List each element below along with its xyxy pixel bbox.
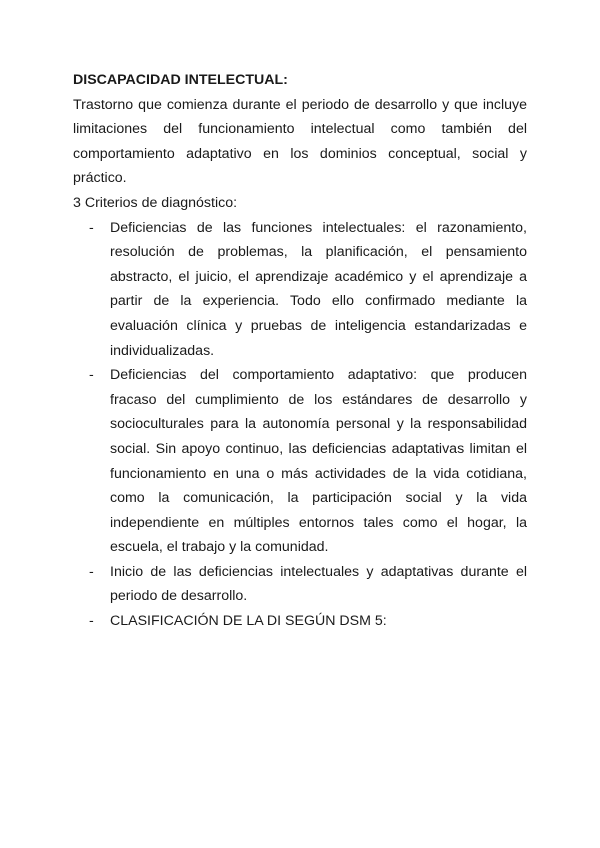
bullet-dash: - <box>89 613 94 630</box>
criteria-item-text: Deficiencias del comportamiento adaptativo: que producen fracaso del cumplimiento de los estándares de desarrollo y socioculturales para la autonomía personal y la responsabilidad social. Sin apoyo continuo, las deficiencias adaptativas limitan el funcionamiento en una o más actividades de la vida cotidiana, como la comunicación, la participación social y la vida independiente en múltiples entornos tales como el hogar, la escuela, el trabajo y la comunidad. <box>110 367 527 556</box>
criteria-item-text: Deficiencias de las funciones intelectuales: el razonamiento, resolución de problemas, la planificación, el pensamiento abstracto, el juicio, el aprendizaje académico y el aprendizaje a partir de la experiencia. Todo ello confirmado mediante la evaluación clínica y pruebas de inteligencia estandarizadas e individualizadas. <box>110 219 527 359</box>
document-page <box>73 68 527 634</box>
bullet-dash: - <box>89 219 94 236</box>
document-heading: DISCAPACIDAD INTELECTUAL: <box>73 72 288 88</box>
bullet-dash: - <box>89 367 94 384</box>
criteria-item-text: Inicio de las deficiencias intelectuales y adaptativas durante el periodo de desarrollo. <box>110 563 527 605</box>
criteria-list <box>73 216 527 634</box>
intro-paragraph: Trastorno que comienza durante el periodo de desarrollo y que incluye limitaciones del funcionamiento intelectual como también del comportamiento adaptativo en los dominios conceptual, social y práctico. <box>73 96 527 187</box>
criteria-item <box>73 363 527 560</box>
bullet-dash: - <box>89 563 94 580</box>
criteria-item-text: CLASIFICACIÓN DE LA DI SEGÚN DSM 5: <box>110 613 387 630</box>
criteria-item <box>73 216 527 364</box>
criteria-label: 3 Criterios de diagnóstico: <box>73 194 238 211</box>
criteria-item <box>73 609 527 634</box>
criteria-item <box>73 560 527 609</box>
